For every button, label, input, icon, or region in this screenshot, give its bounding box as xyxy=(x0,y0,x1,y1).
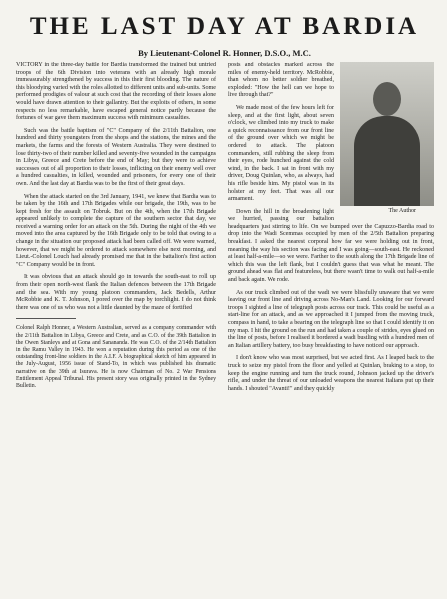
portrait-body-shape xyxy=(354,116,420,206)
article-title: THE LAST DAY AT BARDIA xyxy=(29,13,420,40)
paragraph: I don't know who was most surprised, but we acted first. As I leaped back to the truck to seize my pistol from the floor and yelled at Quinlan, braking to a stop, to keep the engine running and turn the truck round, Johnson jacked up the driver's rifle, and under the threat of our unloaded weapons the nearest Italians put up their hands. I shouted "Avanti!" and they quickly xyxy=(228,355,434,392)
paragraph: As our truck climbed out of the wadi we were blissfully unaware that we were leaving our front line and driving across No-Man's Land. Looking for our forward troops I sighted a line of telegraph posts across our track. This could be useful as a start-line for an attack, and as we approached it I jumped from the moving truck, compass in hand, to take a bearing on the telegraph line so that I could identify it on my map. I hit the ground on the run and had taken a couple of strides, eyes glued on the line of posts, before I realised it bordered a wadi bustling with a hundred men of an Italian artillery battery, too busy breakfasting to have noticed our approach. xyxy=(228,289,434,349)
divider xyxy=(16,318,76,319)
article-columns xyxy=(16,62,434,592)
paragraph: It was obvious that an attack should go in towards the south-east to roll up from their open north-west flank the Italian defences between the 17th Brigade and the sea. With my young platoon commanders, Jack Bedells, Arthur McRobbie and K. T. Johnson, I pored over the map by torchlight. I do not think there was one of us who was not a little daunted by the maze of fortified xyxy=(16,274,216,311)
article-byline: By Lieutenant-Colonel R. Honner, D.S.O., M.C. xyxy=(138,48,311,58)
left-column xyxy=(16,62,216,592)
paragraph: posts and obstacles marked across the miles of enemy-held territory. McRobbie, than whom no better soldier breathed, exploded: "How the hell can we hope to live through that?" xyxy=(228,62,334,99)
paragraph: Down the hill in the broadening light we hurried, passing our battalion headquarters just stirring to life. On we bumped over the Capuzzo-Bardia road to drop into the Wadi Scemmas occupied by men of the 2/5th Battalion preparing breakfast. I asked the nearest corporal how far we were holding out in front, meaning the way his section was facing and I was going—south-east. He reckoned at least half-a-mile—so we were. Farther to the south along the 17th Brigade line of which this was the left flank, but I couldn't guess that was what he meant. The ground ahead was flat and featureless, but there wasn't time to walk out half-a-mile and back again. We rode. xyxy=(228,208,434,284)
photo-caption: The Author xyxy=(388,208,416,214)
author-bio-note: Colonel Ralph Honner, a Western Australian, served as a company commander with the 2/11th Battalion in Libya, Greece and Crete, and as C.O. of the 39th Battalion in the Owen Stanleys and at Gona and Sanananda. He was C.O. of the 2/14th Battalion in the Ramu Valley in 1943. He won a reputation during this period as one of the outstanding front-line soldiers in the A.I.F. A biographical sketch of him appeared in the July-August, 1956 issue of Stand-To, in which was published his dramatic narrative on the 39th at Isurava. He is now Chairman of No. 2 War Pensions Entitlement Appeal Tribunal. His present story was originally printed in the Sydney Bulletin. xyxy=(16,325,216,390)
right-column xyxy=(228,62,434,592)
paragraph: Such was the battle baptism of "C" Company of the 2/11th Battalion, one hundred and thirty youngsters from the shops and the stations, the mines and the markets, the farms and the forests of Western Australia. They were destined to lose thirty-two of their number killed and seventy-five wounded in the campaigns in Libya, Greece and Crete before the end of May; but they were to achieve successes out of all proportion to their losses, inflicting on their enemy well over a hundred casualties, in killed, wounded and prisoners, for every one of their own. And the last day at Bardia was to be the first of their great days. xyxy=(16,127,216,187)
author-photo-block xyxy=(340,62,434,220)
paragraph: We made most of the few hours left for sleep, and at the first light, about seven o'clock, we climbed into my truck to make a quick reconnaissance from our front line of the ground over which we might be ordered to attack. The platoon commanders, still rubbing the sleep from their eyes, rode hunched against the cold wind, in the back. I sat in front with my driver, Doug Quinlan, who, as always, had his rifle beside him. My pistol was in its holster at my feet. That was all our armament. xyxy=(228,104,334,203)
paragraph: VICTORY in the three-day battle for Bardia transformed the trained but untried troops of the 6th Division into veterans with an already high morale immeasurably strengthened by success in this their first blooding. The nature of this bloodying varied with the roles allotted to different units and sub-units. Some performed prodigies of valour at such cost that the recording of their losses alone would have drawn attention to their gallantry. But the exploits of others, in some respects no less remarkable, have escaped general notice partly because the fortunes of war gave them maximum success with minimum casualties. xyxy=(16,62,216,122)
paragraph: When the attack started on the 3rd January, 1941, we knew that Bardia was to be taken by the 16th and 17th Brigades while our brigade, the 19th, was to be kept fresh for the assault on Tobruk. But on the 4th, when the 17th Brigade appeared unlikely to complete the capture of the southern sector that day, we received a warning order for an attack on the 5th. During the night of the 4th we moved into the area captured by the 16th Brigade only to be told that owing to a change in the situation our proposed attack had been called off. We were warned, however, that we might be ordered to attack somewhere else next morning, and Lieut.-Colonel Louch had already promised me that in the battalion's first action "C" Company would be in front. xyxy=(16,193,216,268)
portrait-head-shape xyxy=(373,82,401,116)
author-photo xyxy=(340,62,434,206)
